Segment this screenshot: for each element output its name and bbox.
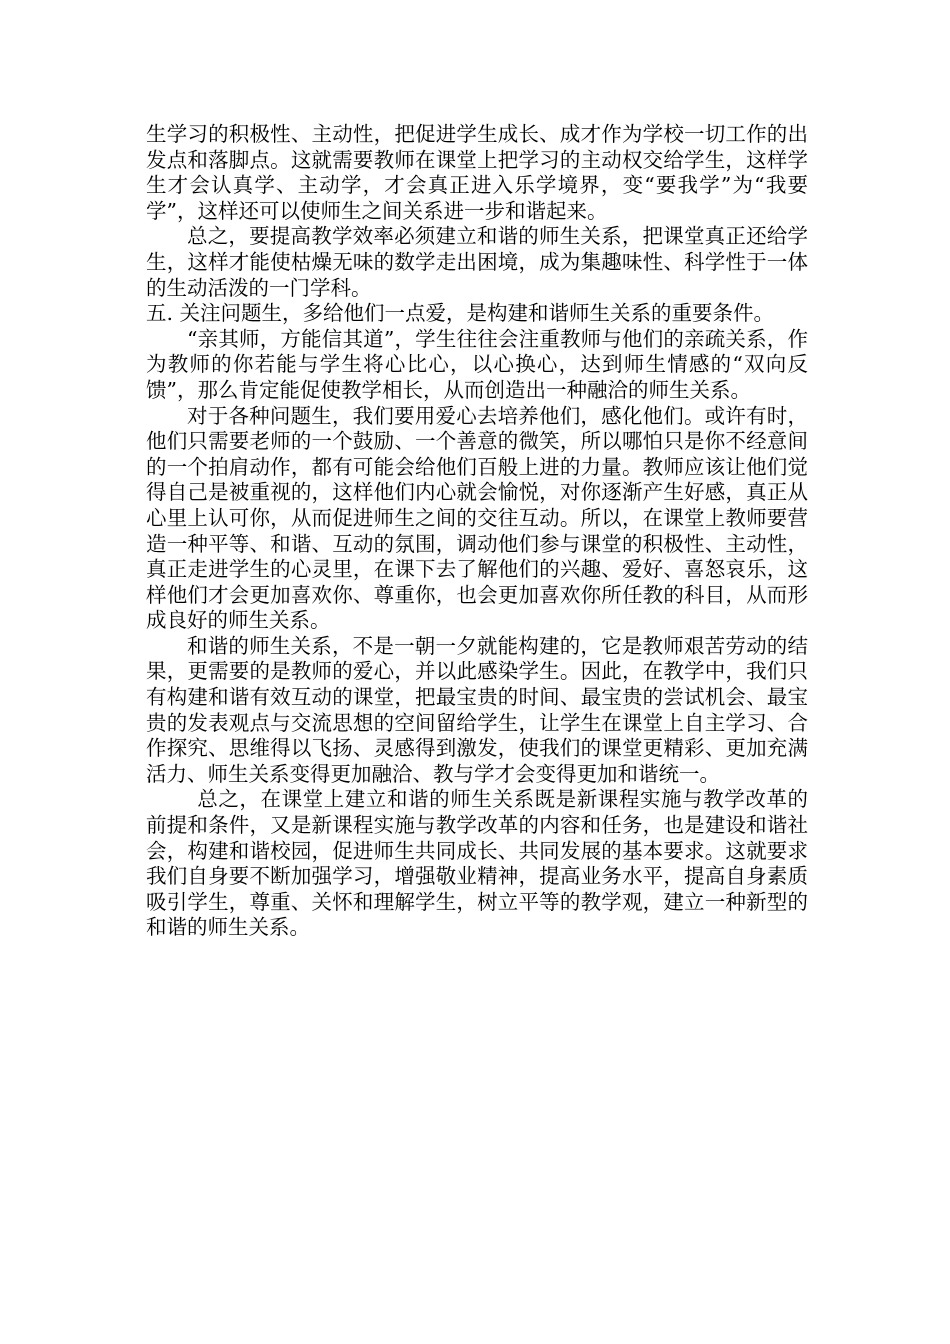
paragraph-problem-students: 对于各种问题生，我们要用爱心去培养他们，感化他们。或许有时，他们只需要老师的一个鼓励、一个善意的微笑，所以哪怕只是你不经意间的一个拍肩动作，都有可能会给他们百般上进的力量。教师应该让他们觉得自己是被重视的，这样他们内心就会愉悦，对你逐渐产生好感，真正从心里上认可你，从而促进师生之间的交往互动。所以，在课堂上教师要营造一种平等、和谐、互动的氛围，调动他们参与课堂的积极性、主动性，真正走进学生的心灵里，在课下去了解他们的兴趣、爱好、喜怒哀乐，这样他们才会更加喜欢你、尊重你，也会更加喜欢你所任教的科目，从而形成良好的师生关系。 xyxy=(146,403,808,633)
section-heading-5: 五. 关注问题生，多给他们一点爱，是构建和谐师生关系的重要条件。 xyxy=(146,301,775,326)
paragraph-conclusion: 总之，在课堂上建立和谐的师生关系既是新课程实施与教学改革的前提和条件，又是新课程实施与教学改革的内容和任务，也是建设和谐社会，构建和谐校园，促进师生共同成长、共同发展的基本要求。这就要求我们自身要不断加强学习，增强敬业精神，提高业务水平，提高自身素质吸引学生，尊重、关怀和理解学生，树立平等的教学观，建立一种新型的和谐的师生关系。 xyxy=(146,787,808,940)
paragraph-continuation: 生学习的积极性、主动性，把促进学生成长、成才作为学校一切工作的出发点和落脚点。这就需要教师在课堂上把学习的主动权交给学生，这样学生才会认真学、主动学，才会真正进入乐学境界，变“要我学”为“我要学”，这样还可以使师生之间关系进一步和谐起来。 xyxy=(146,122,808,223)
document-body xyxy=(146,122,808,941)
paragraph-quote: “亲其师，方能信其道”，学生往往会注重教师与他们的亲疏关系，作为教师的你若能与学生将心比心，以心换心，达到师生情感的“双向反馈”，那么肯定能促使教学相长，从而创造出一种融洽的师生关系。 xyxy=(146,326,808,402)
paragraph-harmony: 和谐的师生关系，不是一朝一夕就能构建的，它是教师艰苦劳动的结果，更需要的是教师的爱心，并以此感染学生。因此，在教学中，我们只有构建和谐有效互动的课堂，把最宝贵的时间、最宝贵的尝试机会、最宝贵的发表观点与交流思想的空间留给学生，让学生在课堂上自主学习、合作探究、思维得以飞扬、灵感得到激发，使我们的课堂更精彩、更加充满活力、师生关系变得更加融洽、教与学才会变得更加和谐统一。 xyxy=(146,633,808,786)
paragraph-summary-1: 总之，要提高教学效率必须建立和谐的师生关系，把课堂真正还给学生，这样才能使枯燥无味的数学走出困境，成为集趣味性、科学性于一体的生动活泼的一门学科。 xyxy=(146,224,808,300)
